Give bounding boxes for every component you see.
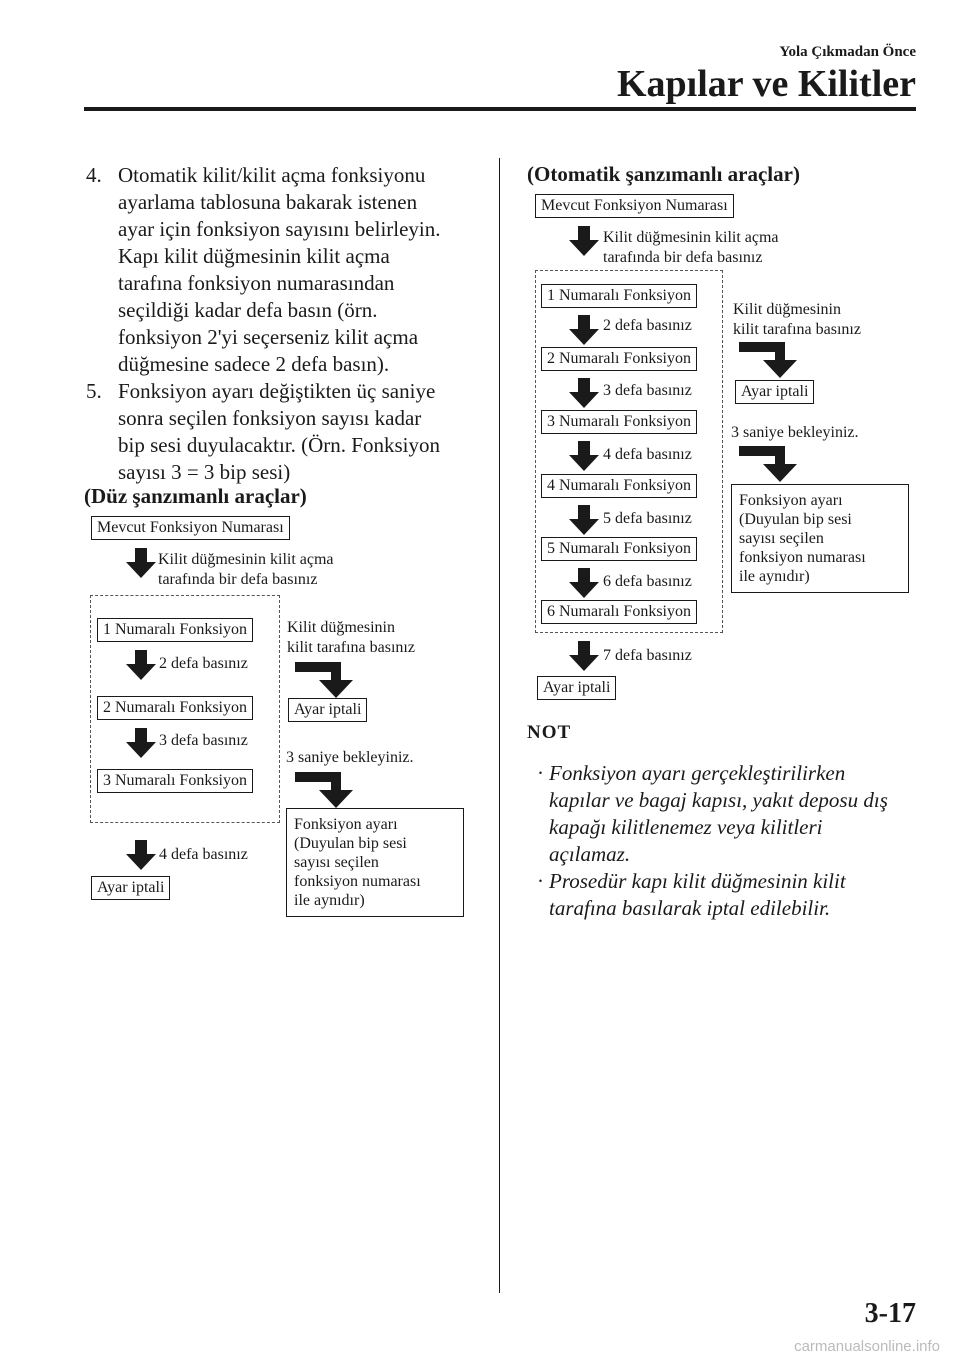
cancel-box: Ayar iptali	[537, 676, 616, 700]
first-press-label: Kilit düğmesinin kilit açma tarafında bir defa basınız	[158, 551, 334, 588]
cancel-box: Ayar iptali	[91, 876, 170, 900]
step-number: 5.	[86, 379, 102, 403]
press-label: 2 defa basınız	[159, 655, 248, 672]
bent-arrow-icon	[295, 658, 361, 703]
press-label: 4 defa basınız	[603, 446, 692, 463]
cancel-instruction: Kilit düğmesinin kilit tarafına basınız	[733, 301, 861, 338]
step-4-line-7: düğmesine sadece 2 defa basın).	[118, 352, 390, 376]
note-bullet: · Prosedür kapı kilit düğmesinin kilit tarafına basılarak iptal edilebilir.	[537, 869, 846, 920]
step-5-line-0: Fonksiyon ayarı değiştikten üç saniye	[118, 379, 436, 403]
down-arrow-icon	[126, 548, 156, 583]
down-arrow-icon	[569, 315, 599, 350]
press-label: 3 defa basınız	[159, 732, 248, 749]
step-4-line-1: ayarlama tablosuna bakarak istenen	[118, 190, 418, 214]
down-arrow-icon	[569, 568, 599, 603]
step-4-line-6: fonksiyon 2'yi seçerseniz kilit açma	[118, 325, 419, 349]
page-number: 3-17	[864, 1298, 916, 1329]
note-title: NOT	[527, 722, 572, 743]
bullet-icon: ·	[537, 761, 544, 785]
press-label: 7 defa basınız	[603, 647, 692, 664]
page-title: Kapılar ve Kilitler	[616, 63, 916, 105]
bent-arrow-icon	[739, 442, 805, 487]
cancel-instruction: Kilit düğmesinin kilit tarafına basınız	[287, 619, 415, 656]
step-5-line-1: sonra seçilen fonksiyon sayısı kadar	[118, 406, 422, 430]
function-box: 2 Numaralı Fonksiyon	[541, 347, 697, 371]
column-divider	[499, 158, 500, 1293]
first-press-label: Kilit düğmesinin kilit açma tarafında bir defa basınız	[603, 229, 779, 266]
wait-label: 3 saniye bekleyiniz.	[286, 749, 414, 766]
down-arrow-icon	[126, 840, 156, 875]
cancel-box: Ayar iptali	[288, 698, 367, 722]
bent-arrow-icon	[295, 768, 361, 813]
step-4-line-3: Kapı kilit düğmesinin kilit açma	[118, 244, 390, 268]
watermark: carmanualsonline.info	[794, 1338, 940, 1355]
function-box: 1 Numaralı Fonksiyon	[97, 618, 253, 642]
function-box: 5 Numaralı Fonksiyon	[541, 537, 697, 561]
press-label: 6 defa basınız	[603, 573, 692, 590]
current-function-box: Mevcut Fonksiyon Numarası	[535, 194, 734, 218]
cancel-box: Ayar iptali	[735, 380, 814, 404]
function-box: 1 Numaralı Fonksiyon	[541, 284, 697, 308]
manual-heading: (Düz şanzımanlı araçlar)	[84, 484, 307, 508]
function-box: 2 Numaralı Fonksiyon	[97, 696, 253, 720]
down-arrow-icon	[569, 441, 599, 476]
function-box: 3 Numaralı Fonksiyon	[97, 769, 253, 793]
step-4-line-4: tarafına fonksiyon numarasından	[118, 271, 395, 295]
result-box: Fonksiyon ayarı (Duyulan bip sesi sayısı seçilen fonksiyon numarası ile aynıdır)	[286, 808, 464, 917]
result-box: Fonksiyon ayarı (Duyulan bip sesi sayısı seçilen fonksiyon numarası ile aynıdır)	[731, 484, 909, 593]
step-4-line-5: seçildiği kadar defa basın (örn.	[118, 298, 378, 322]
header-divider	[84, 107, 916, 111]
press-label: 5 defa basınız	[603, 510, 692, 527]
auto-heading: (Otomatik şanzımanlı araçlar)	[527, 162, 800, 186]
bullet-icon: ·	[537, 869, 544, 893]
down-arrow-icon	[569, 226, 599, 261]
press-label: 4 defa basınız	[159, 846, 248, 863]
down-arrow-icon	[126, 728, 156, 763]
step-5	[86, 378, 476, 486]
step-number: 4.	[86, 163, 102, 187]
note-bullet: · Fonksiyon ayarı gerçekleştirilirken kapılar ve bagaj kapısı, yakıt deposu dış kapağı kilitlenemez veya kilitleri açılamaz.	[537, 761, 888, 866]
down-arrow-icon	[126, 650, 156, 685]
wait-label: 3 saniye bekleyiniz.	[731, 424, 859, 441]
step-4-line-0: Otomatik kilit/kilit açma fonksiyonu	[118, 163, 426, 187]
current-function-box: Mevcut Fonksiyon Numarası	[91, 516, 290, 540]
step-5-line-3: sayısı 3 = 3 bip sesi)	[118, 460, 291, 484]
section-title: Yola Çıkmadan Önce	[779, 44, 916, 60]
down-arrow-icon	[569, 378, 599, 413]
down-arrow-icon	[569, 505, 599, 540]
bent-arrow-icon	[739, 338, 805, 383]
function-box: 3 Numaralı Fonksiyon	[541, 410, 697, 434]
step-4-line-2: ayar için fonksiyon sayısını belirleyin.	[118, 217, 441, 241]
down-arrow-icon	[569, 641, 599, 676]
press-label: 3 defa basınız	[603, 382, 692, 399]
function-box: 4 Numaralı Fonksiyon	[541, 474, 697, 498]
function-box: 6 Numaralı Fonksiyon	[541, 600, 697, 624]
step-5-line-2: bip sesi duyulacaktır. (Örn. Fonksiyon	[118, 433, 440, 457]
press-label: 2 defa basınız	[603, 317, 692, 334]
step-4	[86, 162, 476, 378]
